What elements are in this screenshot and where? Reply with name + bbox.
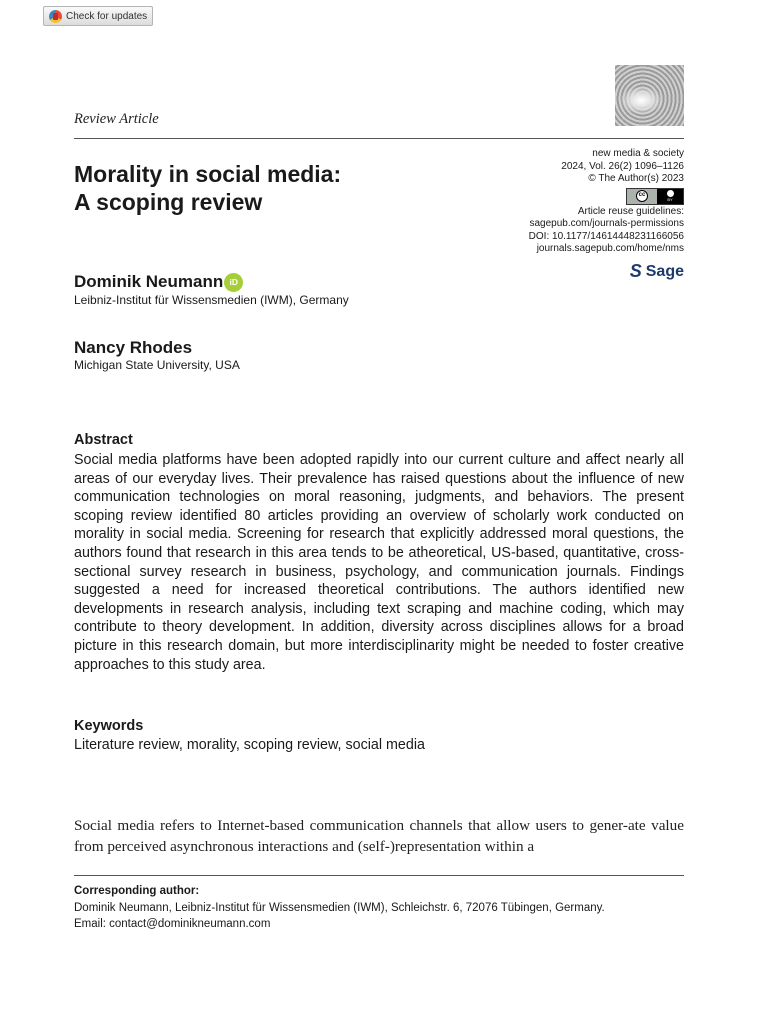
corresponding-author-label: Corresponding author: [74,885,200,897]
author-2-name-text: Nancy Rhodes [74,338,193,357]
author-name-1 [74,272,243,292]
article-title [74,160,474,216]
bookmark-update-icon [49,10,62,23]
reuse-link[interactable]: sagepub.com/journals-permissions [529,218,684,229]
reuse-label: Article reuse guidelines: [577,205,684,217]
header-divider [74,138,684,139]
copyright: © The Author(s) 2023 [588,173,684,184]
body-intro-text: Social media refers to Internet-based communication channels that allow users to gener-ate value from perceived asynchronous interactions and (self-)representation within a [74,817,684,855]
corresponding-email[interactable]: Email: contact@dominikneumann.com [74,917,271,930]
title-line-2: A scoping review [74,189,263,215]
keywords-heading: Keywords [74,718,144,734]
footer-divider [74,875,684,876]
sage-s-icon: S [629,261,642,281]
journal-cover-image [615,65,684,126]
cc-by-badge[interactable] [529,186,684,206]
check-for-updates-button[interactable] [43,6,153,26]
author-1-name-text: Dominik Neumann [74,272,224,291]
corresponding-author-details [74,901,605,932]
journal-meta [529,148,684,256]
article-type: Review Article [74,111,159,127]
abstract-heading: Abstract [74,432,133,448]
attribution-person-icon [667,190,674,197]
sage-logo[interactable] [630,261,684,282]
cc-by-text: BY [667,197,673,202]
orcid-icon[interactable]: iD [224,273,243,292]
author-name-2 [74,338,192,358]
corresponding-address: Dominik Neumann, Leibniz-Institut für Wissensmedien (IWM), Schleichstr. 6, 72076 Tübingen, Germany. [74,902,605,914]
sage-wordmark: Sage [645,262,684,280]
author-affiliation-1: Leibniz-Institut für Wissensmedien (IWM), Germany [74,293,349,307]
check-for-updates-label: Check for updates [66,10,148,22]
journal-name: new media & society [592,148,684,159]
author-affiliation-2: Michigan State University, USA [74,358,240,372]
volume-pages: 2024, Vol. 26(2) 1096–1126 [561,160,684,172]
doi[interactable]: DOI: 10.1177/14614448231166056 [528,230,684,242]
journal-url[interactable]: journals.sagepub.com/home/nms [536,243,684,254]
title-line-1: Morality in social media: [74,161,342,187]
abstract-text: Social media platforms have been adopted rapidly into our current culture and affect nearly all areas of our everyday lives. Their prevalence has raised questions about the influence of new communication technologies on moral reasoning, judgments, and behaviors. The present scoping review identified 80 articles providing an overview of scholarly work conducted on morality in social media. Screening for research that explicitly addressed moral questions, the authors found that research in this area tends to be atheoretical, US-based, quantitative, cross-sectional survey research in business, psychology, and communication journals. Findings suggested a need for increased theoretical contributions. The authors identified new developments in research analysis, including text scraping and machine coding, which may contribute to theory development. In addition, diversity across disciplines allows for a broad picture in this research domain, but more interdisciplinarity might be needed to foster creative approaches to this study area. [74,452,684,673]
keywords-text: Literature review, morality, scoping review, social media [74,737,425,753]
creative-commons-icon: cc [636,190,648,202]
